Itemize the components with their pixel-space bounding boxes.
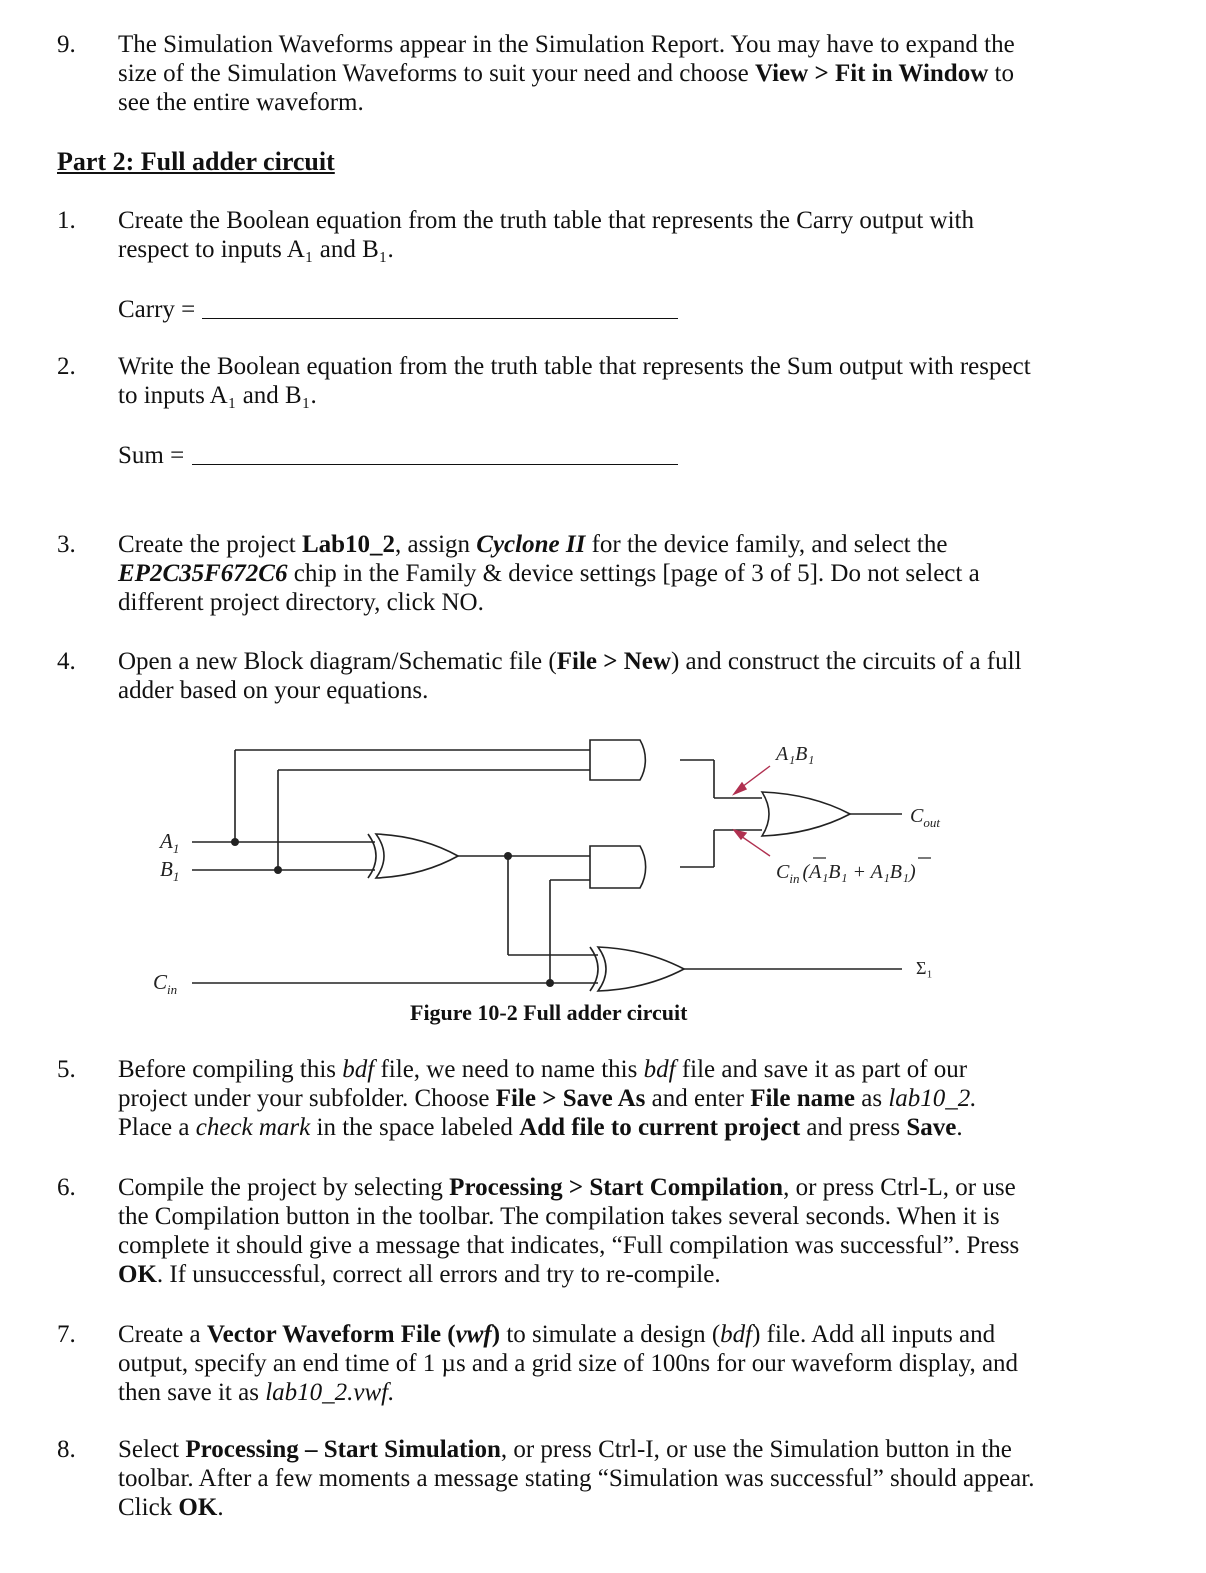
and-gate-cin [590, 846, 646, 888]
step-8-number: 8. [57, 1436, 76, 1463]
label-a1: $A_1$ [160, 829, 180, 856]
label-cin-expression: $C_{in}$ (A₁B₁ + A₁B₁) [776, 861, 916, 886]
step-9-line-3: see the entire waveform. [118, 89, 364, 116]
step-7-text: Create a Vector Waveform File (vwf) to simulate a design (bdf) file. Add all inputs and output, specify an end time of 1 µs and a grid size of 100ns for our waveform display, and then save it as lab10_2.vwf. [118, 1321, 1019, 1406]
step-6-text: Compile the project by selecting Processing > Start Compilation, or press Ctrl-L, or use the Compilation button in the toolbar. The compilation takes several seconds. When it is complete it should give a message that indicates, “Full compilation was successful”. Press OK. If unsuccessful, correct all errors and try to re-compile. [118, 1174, 1020, 1288]
step-4-number: 4. [57, 648, 76, 675]
xor-gate-1-back [368, 834, 376, 878]
xor-gate-1 [376, 834, 458, 878]
label-cin: $C_{in}$ [153, 970, 178, 997]
label-a1b1: A₁B₁ [776, 743, 815, 765]
step-5-text: Before compiling this bdf file, we need to name this bdf file and save it as part of our project under your subfolder. Choose File > Save As and enter File name as lab10_2. Place a check mark in the space labeled Add file to current project and press Save. [118, 1056, 977, 1141]
step-9-line-1: The Simulation Waveforms appear in the Simulation Report. You may have to expand the [118, 31, 1015, 58]
label-b1: $B_1$ [160, 857, 180, 884]
carry-equation-label: Carry = [118, 296, 196, 323]
xor-gate-2-back [590, 947, 598, 991]
step-1-text: Create the Boolean equation from the truth table that represents the Carry output with respect to inputs A₁ and B₁. [118, 207, 974, 263]
step-1-number: 1. [57, 207, 76, 234]
step-7-number: 7. [57, 1321, 76, 1348]
step-4-text: Open a new Block diagram/Schematic file (File > New) and construct the circuits of a full adder based on your equations. [118, 648, 1022, 704]
step-2-text: Write the Boolean equation from the truth table that represents the Sum output with respect to inputs A₁ and B₁. [118, 353, 1031, 409]
figure-caption: Figure 10-2 Full adder circuit [410, 1000, 688, 1025]
step-8-text: Select Processing – Start Simulation, or press Ctrl-I, or use the Simulation button in the toolbar. After a few moments a message stating “Simulation was successful” should appear. Click OK. [118, 1436, 1035, 1521]
and-gate-a1b1 [590, 740, 645, 780]
step-3-number: 3. [57, 531, 76, 558]
xor-gate-2 [598, 947, 684, 991]
step-9-number: 9. [57, 31, 76, 58]
label-sigma: Σ₁ [916, 958, 933, 978]
step-9-line-2: size of the Simulation Waveforms to suit your need and choose View > Fit in Window to [118, 60, 1014, 87]
sum-equation-label: Sum = [118, 442, 185, 469]
step-5-number: 5. [57, 1056, 76, 1083]
step-3-text: Create the project Lab10_2, assign Cyclone II for the device family, and select the EP2C35F672C6 chip in the Family & device settings [page of 3 of 5]. Do not select a different project directory, click NO. [118, 531, 980, 616]
part-2-heading: Part 2: Full adder circuit [57, 147, 335, 176]
label-cout: $C_{out}$ [910, 805, 940, 830]
step-6-number: 6. [57, 1174, 76, 1201]
step-2-number: 2. [57, 353, 76, 380]
or-gate-cout [762, 792, 850, 836]
